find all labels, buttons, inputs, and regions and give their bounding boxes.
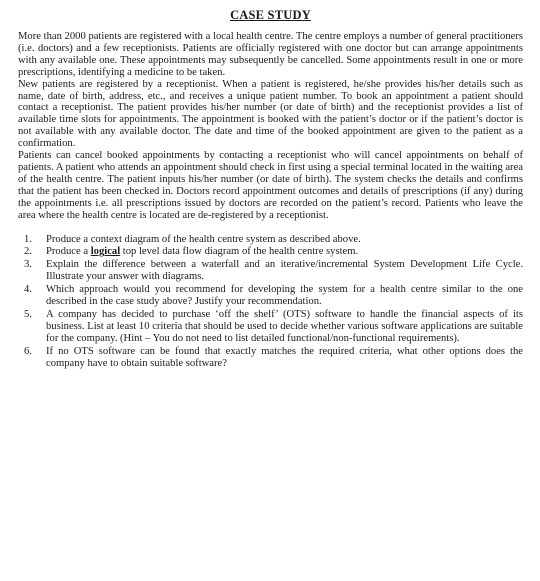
question-text: Which approach would you recommend for developing the system for a health centre similar to the one described in the case study above? Justify your recommendation. [46,284,523,308]
question-number: 4. [24,284,32,296]
question-item [18,234,523,246]
question-number: 2. [24,246,32,258]
question-number: 6. [24,345,32,357]
document-title: CASE STUDY [230,8,311,22]
question-number: 3. [24,259,32,271]
question-text-before: Produce a [46,246,91,258]
question-item [18,346,523,370]
emphasis-logical: logical [90,246,121,258]
question-list [18,234,523,370]
question-text: A company has decided to purchase ‘off the shelf’ (OTS) software to handle the financial aspects of its business. List at least 10 criteria that should be used to decide whether various software applications are suitable for the company. (Hint – You do not need to list detailed functional/non-functional requirements). [46,308,523,344]
paragraph-cancellation: Patients can cancel booked appointments by contacting a receptionist who will cancel appointments on behalf of patients. A patient who attends an appointment should check in first using a special terminal located in the waiting area of the health centre. The patient inputs his/her number (or date of birth). The system checks the details and confirms that the patient has been checked in. Doctors record appointment outcomes and details of prescriptions (if any) during the appointments i.e. all prescriptions issued by doctors are recorded on the patient’s record. Patients who leave the area where the health centre is located are de-registered by a receptionist. [18,150,523,221]
question-item [18,259,523,283]
question-number: 1. [24,233,32,245]
question-text: Produce a context diagram of the health centre system as described above. [46,233,361,245]
question-text: If no OTS software can be found that exactly matches the required criteria, what other options does the company have to obtain suitable software? [46,345,523,369]
document-page [18,8,523,370]
question-item [18,309,523,345]
paragraph-intro: More than 2000 patients are registered with a local health centre. The centre employs a number of general practitioners (i.e. doctors) and a few receptionists. Patients are officially registered with one doctor but can arrange appointments with any available one. These appointments may subsequently be cancelled. Some appointments result in one or more prescriptions, identifying a medicine to be taken. [18,31,523,78]
question-number: 5. [24,308,32,320]
question-text: Explain the difference between a waterfall and an iterative/incremental System Development Life Cycle. Illustrate your answer with diagrams. [46,259,523,283]
paragraph-registration: New patients are registered by a receptionist. When a patient is registered, he/she provides his/her details such as name, date of birth, address, etc., and receives a unique patient number. To book an appointment a patient should contact a receptionist. The patient provides his/her number (or date of birth) and the receptionist provides a list of available time slots for appointments. The appointment is booked with the patient’s doctor or if the patient’s doctor is not available with any available doctor. The date and time of the booked appointment are given to the patient as a confirmation. [18,78,523,150]
question-text-after: top level data flow diagram of the health centre system. [120,246,359,258]
question-item [18,284,523,308]
question-text [42,246,523,258]
question-item [18,246,523,258]
